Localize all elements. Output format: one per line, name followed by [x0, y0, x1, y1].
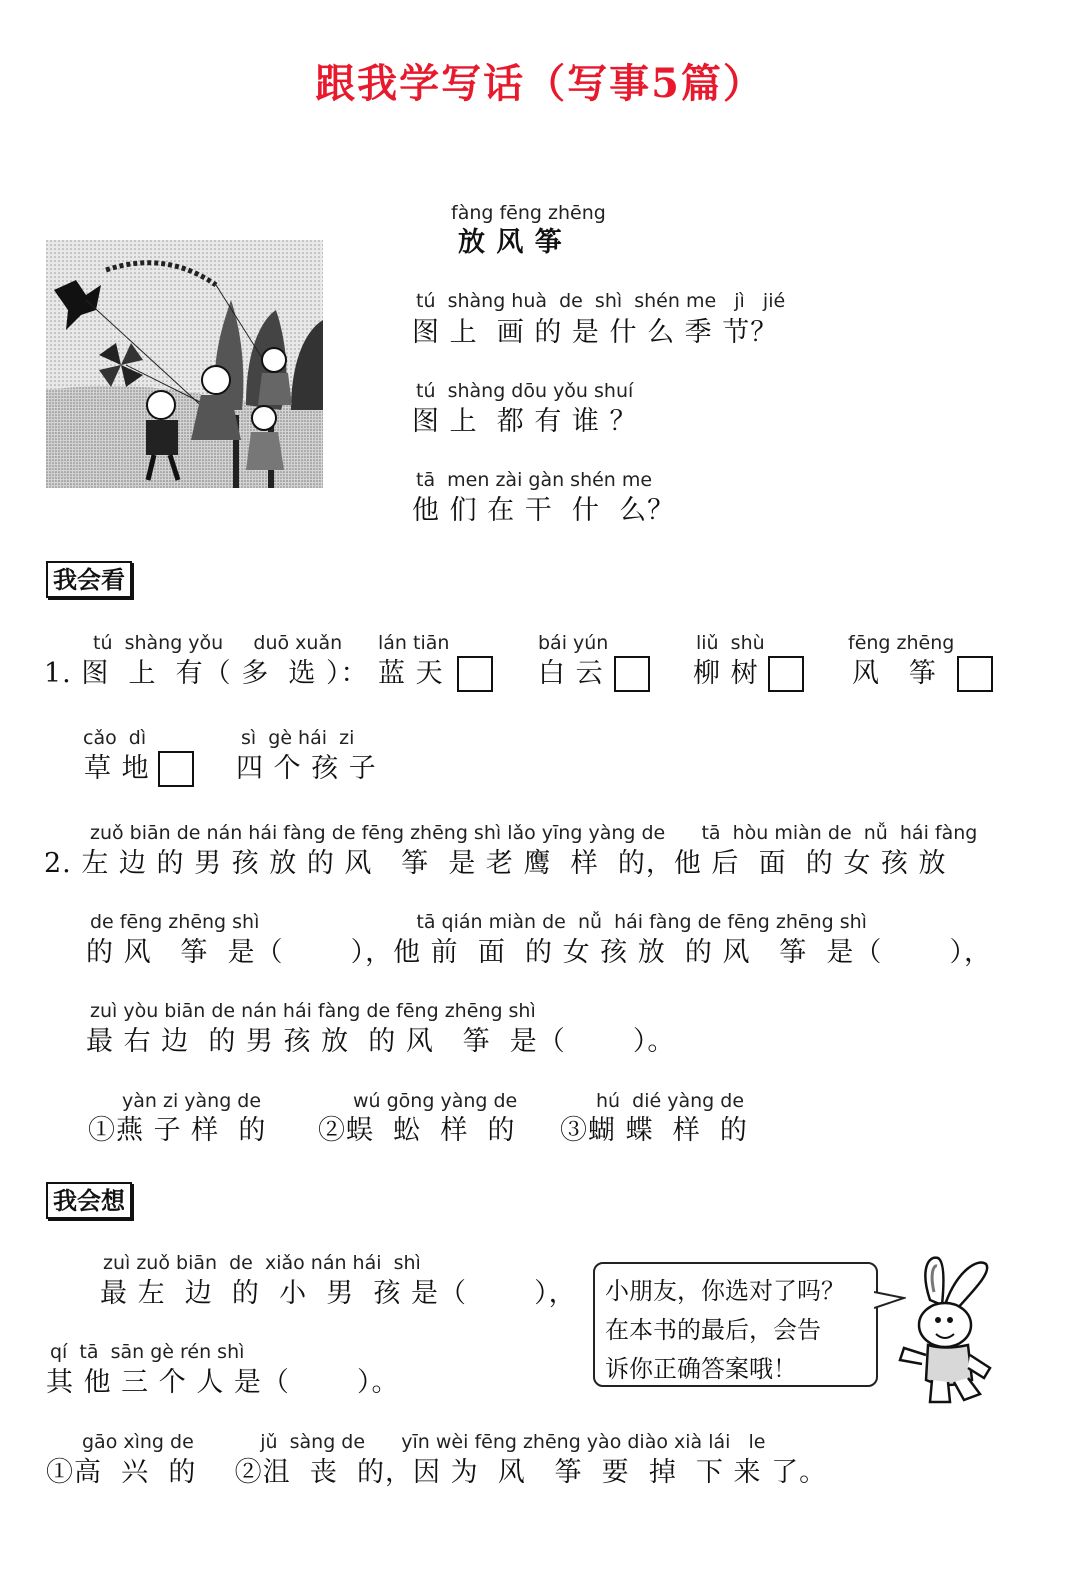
choice-text: ②蜈 蚣 样 的	[318, 1115, 516, 1146]
checkbox-option[interactable]	[768, 656, 804, 692]
option-pinyin: fēng zhēng	[848, 632, 955, 654]
bubble-line: 小朋友，你选对了吗？	[605, 1277, 845, 1305]
q2-text: 最 右 边 的 男 孩 放 的 风 筝 是（ ）。	[86, 1026, 676, 1057]
lesson-title-pinyin: fàng fēng zhēng	[451, 202, 606, 224]
option-text: 草 地	[84, 753, 150, 784]
question-text: 图 上 都 有 谁 ？	[412, 406, 638, 437]
option-text: 蓝 天	[378, 658, 444, 689]
option-pinyin: cǎo dì	[83, 727, 147, 749]
option-pinyin: bái yún	[538, 632, 609, 654]
question-pinyin: tā men zài gàn shén me	[416, 469, 653, 491]
option-text: 风 筝	[852, 658, 937, 689]
question-pinyin: tú shàng dōu yǒu shuí	[416, 380, 634, 402]
q2-text: 的 风 筝 是（ ），他 前 面 的 女 孩 放 的 风 筝 是（ ），	[86, 937, 992, 968]
bubble-line: 在本书的最后，会告	[605, 1316, 821, 1344]
think-text: 最 左 边 的 小 男 孩 是（ ），	[100, 1278, 577, 1309]
option-pinyin: liǔ shù	[696, 632, 765, 654]
question-text: 他 们 在 干 什 么？	[412, 495, 676, 526]
q1-text: 1. 图 上 有（ 多 选 ）：	[44, 658, 369, 689]
choice-pinyin: hú dié yàng de	[596, 1090, 745, 1112]
kite-flying-illustration	[46, 240, 323, 488]
think-pinyin: gāo xìng de jǔ sàng de yīn wèi fēng zhēng yào diào xià lái le	[82, 1431, 766, 1453]
choice-text: ③蝴 蝶 样 的	[560, 1115, 748, 1146]
lesson-title: 放 风 筝	[458, 227, 563, 258]
section-think-label: 我会想	[46, 1182, 132, 1219]
think-text: 其 他 三 个 人 是（ ）。	[46, 1367, 400, 1398]
option-pinyin: sì gè hái zi	[241, 727, 355, 749]
q2-pinyin: de fēng zhēng shì tā qián miàn de nǚ hái fàng de fēng zhēng shì	[90, 911, 867, 933]
checkbox-option[interactable]	[158, 751, 194, 787]
option-text: 柳 树	[693, 658, 759, 689]
q2-text: 2. 左 边 的 男 孩 放 的 风 筝 是 老 鹰 样 的，他 后 面 的 女 孩 放	[44, 848, 947, 879]
think-pinyin: qí tā sān gè rén shì	[50, 1341, 245, 1363]
choice-text: ①燕 子 样 的	[88, 1115, 267, 1146]
rabbit-mascot-icon	[890, 1250, 1000, 1410]
option-text: 四 个 孩 子	[236, 753, 377, 784]
q1-pinyin: tú shàng yǒu duō xuǎn	[93, 632, 343, 654]
checkbox-option[interactable]	[457, 656, 493, 692]
page-title: 跟我学写话（写事5篇）	[315, 60, 765, 107]
checkbox-option[interactable]	[614, 656, 650, 692]
choice-pinyin: yàn zi yàng de	[122, 1090, 262, 1112]
q2-pinyin: zuǒ biān de nán hái fàng de fēng zhēng shì lǎo yīng yàng de tā hòu miàn de nǚ hái fàng	[90, 822, 978, 844]
speech-bubble	[593, 1262, 878, 1387]
think-pinyin: zuì zuǒ biān de xiǎo nán hái shì	[103, 1252, 421, 1274]
think-text: ①高 兴 的 ②沮 丧 的，因 为 风 筝 要 掉 下 来 了。	[46, 1457, 828, 1488]
choice-pinyin: wú gōng yàng de	[353, 1090, 518, 1112]
option-text: 白 云	[538, 658, 604, 689]
bubble-line: 诉你正确答案哦！	[605, 1355, 797, 1383]
question-pinyin: tú shàng huà de shì shén me jì jié	[416, 290, 786, 312]
checkbox-option[interactable]	[957, 656, 993, 692]
question-text: 图 上 画 的 是 什 么 季 节？	[412, 317, 779, 348]
kite-flying-icon	[46, 240, 323, 488]
option-pinyin: lán tiān	[378, 632, 450, 654]
q2-pinyin: zuì yòu biān de nán hái fàng de fēng zhēng shì	[90, 1000, 536, 1022]
section-look-label: 我会看	[46, 561, 132, 598]
